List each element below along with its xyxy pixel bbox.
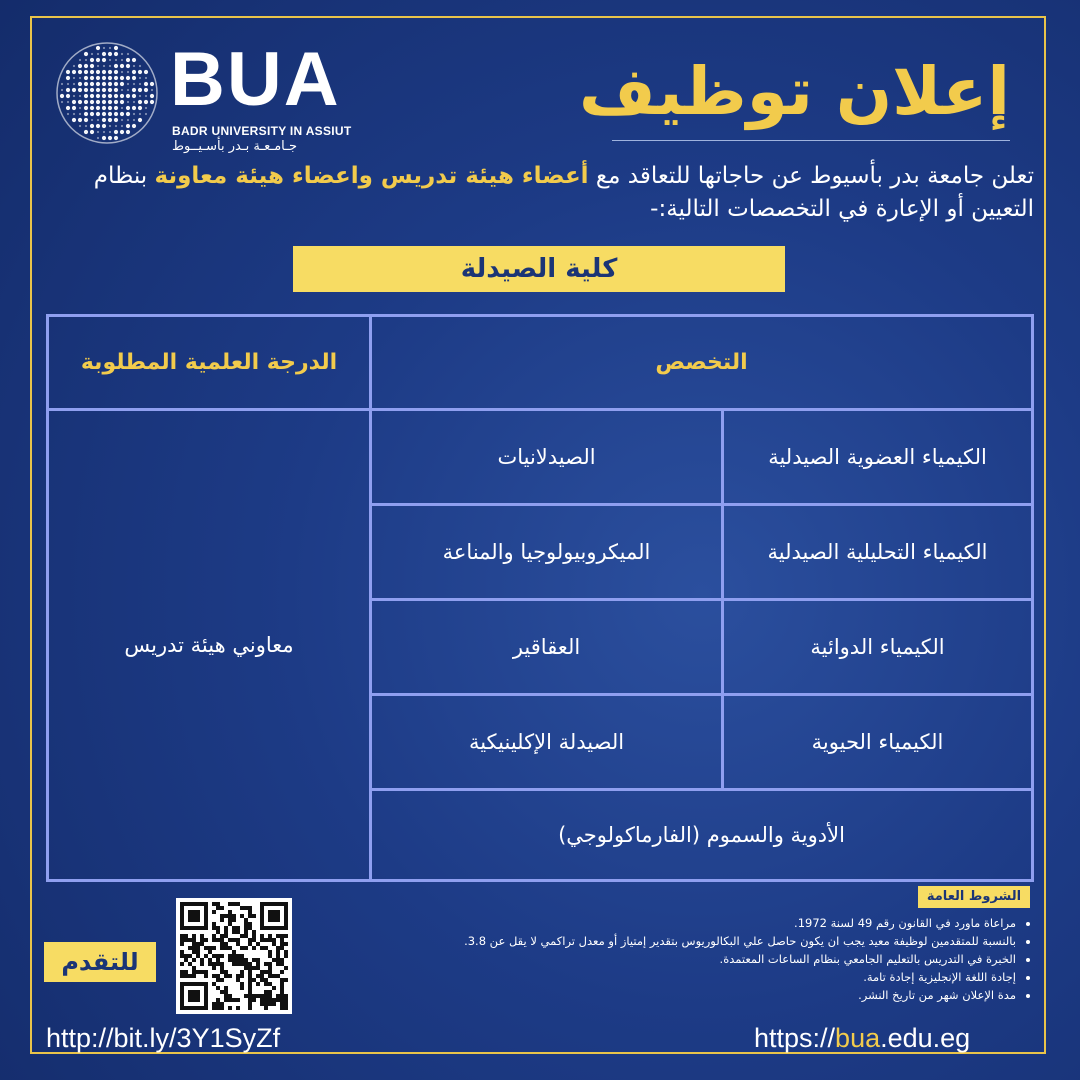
brand-name: BUA bbox=[170, 37, 341, 122]
header-degree: الدرجة العلمية المطلوبة bbox=[80, 350, 338, 375]
specialty-cell: الكيمياء الدوائية bbox=[810, 635, 945, 659]
website-link-prefix: https:// bbox=[754, 1023, 836, 1053]
apply-link[interactable]: http://bit.ly/3Y1SyZf bbox=[46, 1023, 281, 1053]
specialty-cell-wide: الأدوية والسموم (الفارماكولوجي) bbox=[558, 823, 845, 847]
specialties-table bbox=[46, 314, 1034, 882]
specialty-cell: الكيمياء التحليلية الصيدلية bbox=[767, 540, 988, 564]
specialty-cell: الكيمياء الحيوية bbox=[811, 730, 944, 754]
terms-item: • مدة الإعلان شهر من تاريخ النشر. bbox=[276, 986, 1016, 1004]
website-link-suffix: .edu.eg bbox=[880, 1023, 971, 1053]
specialty-cell: الميكروبيولوجيا والمناعة bbox=[442, 540, 651, 564]
terms-item: • الخبرة في التدريس بالتعليم الجامعي بنظام الساعات المعتمدة. bbox=[276, 950, 1016, 968]
apply-button[interactable]: للتقدم bbox=[44, 942, 156, 982]
university-logo bbox=[52, 38, 362, 153]
website-link[interactable] bbox=[754, 1023, 970, 1054]
faculty-banner: كلية الصيدلة bbox=[293, 246, 785, 292]
terms-item: • بالنسبة للمتقدمين لوظيفة معيد يجب ان يكون حاصل علي البكالوريوس بتقدير إمتياز أو معدل تراكمي لا يقل عن 3.8. bbox=[276, 932, 1016, 950]
brand-subtitle: BADR UNIVERSITY IN ASSIUT bbox=[172, 124, 352, 138]
intro-text-start: تعلن جامعة بدر بأسيوط عن حاجاتها للتعاقد مع bbox=[588, 163, 1034, 189]
qr-code-icon[interactable] bbox=[176, 898, 292, 1014]
degree-cell: معاوني هيئة تدريس bbox=[124, 633, 294, 657]
website-link-domain: bua bbox=[835, 1023, 881, 1053]
terms-item: • مراعاة ماورد في القانون رقم 49 لسنة 1972. bbox=[276, 914, 1016, 932]
specialty-cell: العقاقير bbox=[512, 635, 581, 659]
terms-item: • إجادة اللغة الإنجليزية إجادة تامة. bbox=[276, 968, 1016, 986]
terms-list bbox=[276, 914, 1032, 1004]
header-specialty: التخصص bbox=[655, 350, 748, 375]
intro-paragraph bbox=[44, 160, 1034, 226]
specialty-cell: الكيمياء العضوية الصيدلية bbox=[768, 445, 987, 469]
specialty-cell: الصيدلانيات bbox=[497, 445, 596, 469]
globe-dots-icon bbox=[52, 38, 162, 148]
page-title: إعلان توظيف bbox=[579, 53, 1010, 130]
terms-title: الشروط العامة bbox=[918, 886, 1030, 908]
intro-text-end: بنظام التعيين أو الإعارة في التخصصات التالية:- bbox=[93, 163, 1034, 222]
specialty-cell: الصيدلة الإكلينيكية bbox=[468, 730, 625, 754]
brand-subtitle-arabic: جـامـعـة بـدر بأسـيــوط bbox=[172, 139, 297, 154]
intro-highlight: أعضاء هيئة تدريس واعضاء هيئة معاونة bbox=[154, 163, 589, 189]
title-underline bbox=[612, 140, 1010, 141]
